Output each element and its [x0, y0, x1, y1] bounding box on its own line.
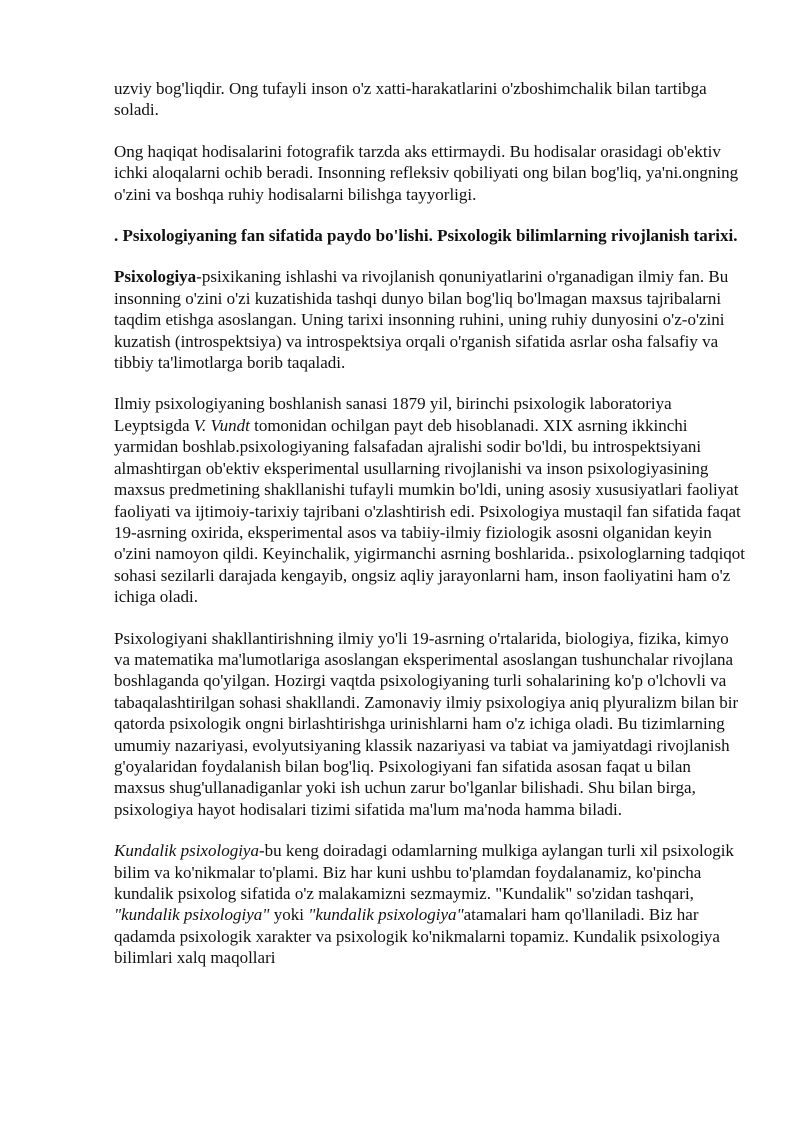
paragraph-text: -bu keng doiradagi odamlarning mulkiga aylangan turli xil psixologik bilim va ko'nikmalar to'plami. Biz har kuni ushbu to'plamdan foydalanamiz, ko'pincha kundalik psixolog sifatida o'z malakamizni sezmaymiz. "Kundalik" so'zidan tashqari, — [114, 841, 734, 903]
paragraph-psychology-definition — [114, 266, 746, 373]
paragraph-text: tomonidan ochilgan payt deb hisoblanadi. XIX asrning ikkinchi yarmidan boshlab.psixologiyaning falsafadan ajralishi sodir bo'ldi, bu introspektsiyani almashtirgan ob'ektiv eksperimental usullarning rivojlanishi va inson psixologiyasining maxsus predmetining shakllanishi tufayli mumkin bo'ldi, uning asosiy xususiyatlari faoliyat faoliyati va ijtimoiy-tarixiy tajribani o'zlashtirish edi. Psixologiya mustaqil fan sifatida faqat 19-asrning oxirida, eksperimental asos va tabiiy-ilmiy fiziologik asosni olganidan keyin o'zini namoyon qildi. Keyinchalik, yigirmanchi asrning boshlarida.. psixologlarning tadqiqot sohasi sezilarli darajada kengayib, ongsiz aqliy jarayonlarni ham, inson faoliyatini ham o'z ichiga oladi. — [114, 415, 746, 607]
term-psixologiya: Psixologiya — [114, 267, 197, 287]
name-vundt: V. Vundt — [193, 415, 250, 435]
term-kundalik-psixologiya: Kundalik psixologiya — [114, 841, 259, 861]
paragraph-text: -psixikaning ishlashi va rivojlanish qonuniyatlarini o'rganadigan ilmiy fan. Bu insonning o'zini o'zi kuzatishida tashqi dunyo bilan bog'liq bo'lmagan maxsus tajribalarni taqdim etishga asoslangan. Uning tarixi insonning ruhini, uning ruhiy dunyosini o'z-o'zini kuzatish (introspektsiya) va introspektsiya orqali o'rganish sifatida asrlar osha falsafiy va tibbiy ta'limotlarga borib taqaladi. — [114, 267, 729, 373]
paragraph-text: Ong haqiqat hodisalarini fotografik tarzda aks ettirmaydi. Bu hodisalar orasidagi ob'ektiv ichki aloqalarni ochib beradi. Insonning refleksiv qobiliyati ong bilan bog'liq, ya'ni.ongning o'zini va boshqa ruhiy hodisalarni bilishga tayyorligi. — [114, 141, 739, 204]
section-heading — [114, 225, 746, 246]
section-heading-text: . Psixologiyaning fan sifatida paydo bo'lishi. Psixologik bilimlarning rivojlanish tarixi. — [114, 226, 738, 246]
paragraph-text: Psixologiyani shakllantirishning ilmiy yo'li 19-asrning o'rtalarida, biologiya, fizika, kimyo va matematika ma'lumotlariga asoslangan eksperimental asoslangan tushunchalar rivojlana boshlaganda qo'yilgan. Hozirgi vaqtda psixologiyaning turli sohalarining ko'p o'lchovli va tabaqalashtirilgan sohasi shakllandi. Zamonaviy ilmiy psixologiya aniq plyuralizm bilan bir qatorda psixologik ongni birlashtirishga urinishlarni ham o'z ichiga oladi. Bu tizimlarning umumiy nazariyasi, evolyutsiyaning klassik nazariyasi va tabiat va jamiyatdagi rivojlanish g'oyalaridan foydalanish bilan bog'liq. Psixologiyani fan sifatida asosan faqat u bilan maxsus shug'ullanadiganlar yoki ish uchun zarur bo'lganlar bilishadi. Shu bilan birga, psixologiya hayot hodisalari tizimi sifatida ma'lum ma'noda hamma biladi. — [114, 628, 739, 819]
paragraph-text: uzviy bog'liqdir. Ong tufayli inson o'z xatti-harakatlarini o'zboshimchalik bilan tartibga soladi. — [114, 79, 707, 120]
paragraph-text: atamalari ham qo'llaniladi. Biz har qadamda psixologik xarakter va psixologik ko'nikmalarni topamiz. Kundalik psixologiya bilimlari xalq maqollari — [114, 905, 720, 968]
document-page — [114, 78, 746, 989]
quoted-term: "kundalik psixologiya" — [114, 905, 270, 925]
paragraph-text: Ilmiy psixologiyaning boshlanish sanasi 1879 yil, birinchi psixologik laboratoriya Leyptsigda — [114, 394, 672, 435]
paragraph-everyday-psychology — [114, 840, 746, 968]
quoted-term: "kundalik psixologiya" — [308, 905, 464, 925]
paragraph-text: yoki — [269, 905, 309, 925]
paragraph-psychology-formation — [114, 628, 746, 821]
paragraph-consciousness-reflection — [114, 141, 746, 205]
paragraph-scientific-psychology-history — [114, 393, 746, 607]
paragraph-consciousness-regulation — [114, 78, 746, 121]
